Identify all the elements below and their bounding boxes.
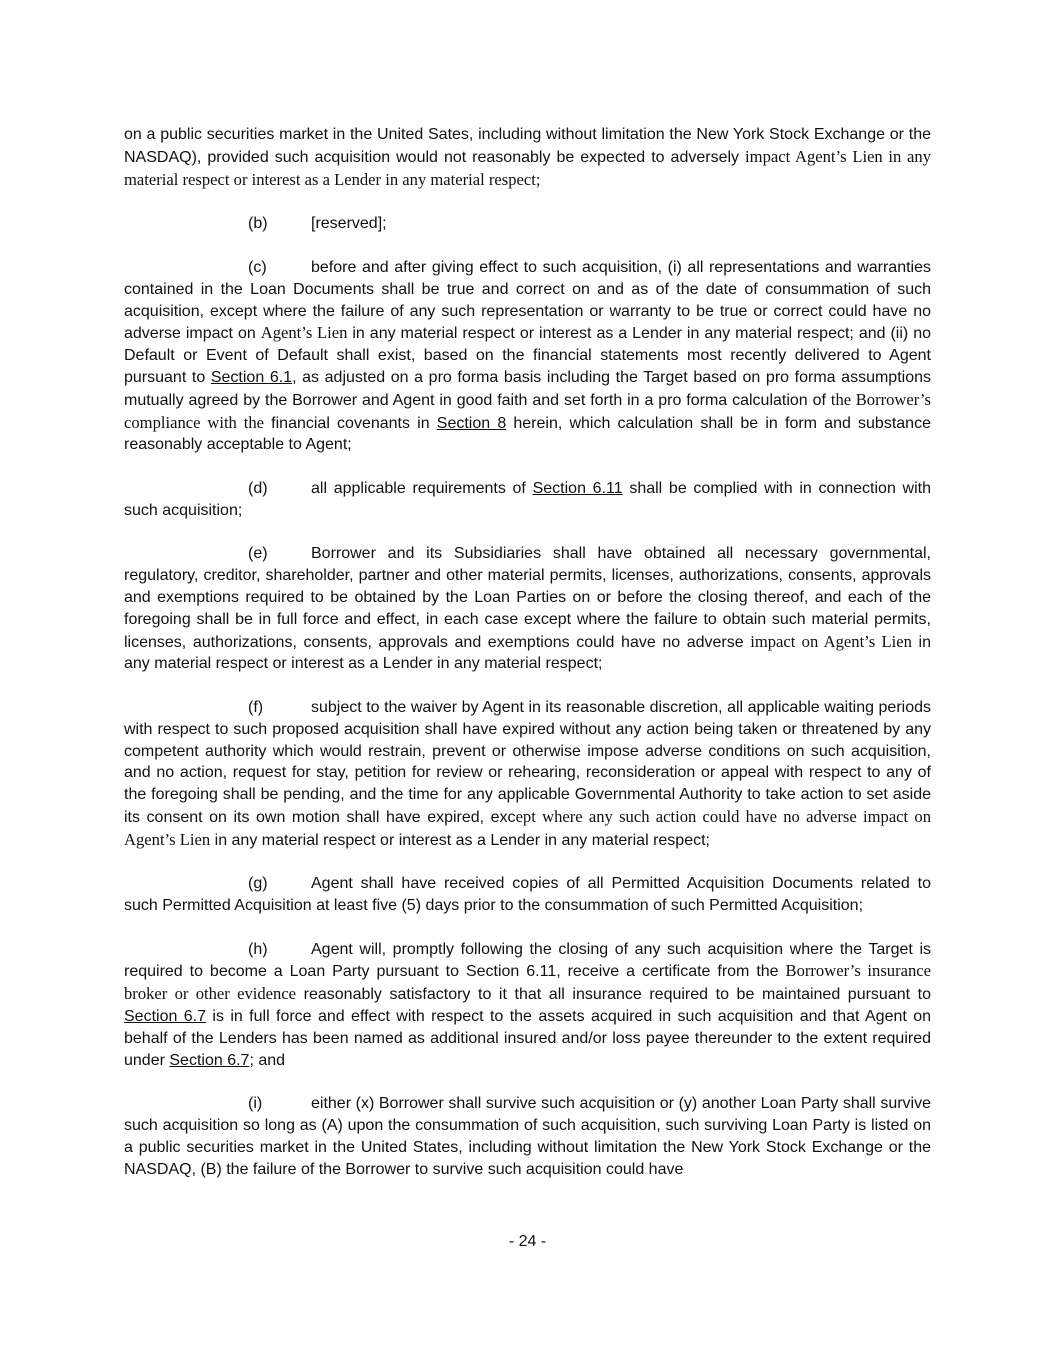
page-number: - 24 - xyxy=(508,1233,547,1250)
clause-label: (d) xyxy=(248,479,268,497)
text-run: financial covenants in xyxy=(264,414,437,432)
text-run: [reserved]; xyxy=(311,215,387,233)
paragraph-i xyxy=(124,1093,931,1180)
text-run: Agent’s Lien xyxy=(260,323,348,343)
clause-label: (e) xyxy=(248,545,268,563)
paragraph-f xyxy=(124,697,931,852)
clause-label: (h) xyxy=(248,940,268,958)
clause-label: (g) xyxy=(248,875,268,893)
section-reference: Section 6.1 xyxy=(210,368,293,386)
clause-label: (b) xyxy=(248,215,268,233)
text-run: all applicable requirements of xyxy=(311,479,533,497)
section-reference: Section 6.7 xyxy=(169,1051,250,1069)
text-run: Agent shall have received copies of all Permitted Acquisition Documents related to such Permitted Acquisition at least five (5) days prior to the consummation of such Permitted Acquisition; xyxy=(124,875,931,915)
text-run: impact on Agent’s Lien xyxy=(750,631,912,651)
text-run: impact Agent’s Lien in any material respect or interest as a Lender in any material respect; xyxy=(124,146,932,189)
text-run: either (x) Borrower shall survive such acquisition or (y) another Loan Party shall survive such acquisition so long as (A) upon the consummation of such acquisition, such surviving Loan Party is listed on a public securities market in the United States, including without limitation the New York Stock Exchange or the NASDAQ, (B) the failure of the Borrower to survive such acquisition could have xyxy=(124,1095,931,1178)
text-run: ; and xyxy=(249,1051,286,1069)
clause-label: (i) xyxy=(248,1095,263,1113)
text-run: in any material respect or interest as a Lender in any material respect; xyxy=(124,633,931,673)
text-run: is in full force and effect with respect to the assets acquired in such acquisition and that Agent on behalf of the Lenders has been named as additional insured and/or loss payee thereunder to the extent required under xyxy=(124,1008,931,1069)
text-run: ept where any such action could have no adverse impact on Agent’s Lien xyxy=(124,806,931,849)
paragraph-e xyxy=(124,543,931,675)
document-body xyxy=(124,124,931,1202)
paragraph-c xyxy=(124,257,931,456)
text-run: in any material respect or interest as a Lender in any material respect; and (ii) no Default or Event of Default shall exist, based on the financial statements most recently delivered to Agent pursuant to xyxy=(124,325,931,386)
text-run: herein, which calculation shall be in form and substance reasonably acceptable to Agent; xyxy=(124,414,931,454)
clause-label: (f) xyxy=(248,698,264,716)
text-run: shall be complied with in connection with such acquisition; xyxy=(124,479,932,519)
clause-label: (c) xyxy=(248,258,267,276)
text-run: before and after giving effect to such acquisition, (i) all representations and warranties contained in the Loan Documents shall be true and correct on and as of the date of consummation of such acquisition, except where the failure of any such representation or warranty to be true or correct could have no adverse impact on xyxy=(124,258,931,343)
paragraph-b xyxy=(124,213,931,235)
text-run: Agent will, promptly following the closing of any such acquisition where the Target is required to become a Loan Party pursuant to Section 6.11, receive a certificate from the xyxy=(124,940,931,981)
text-run: the Borrower’s compliance with the xyxy=(124,389,931,432)
text-run: subject to the waiver by Agent in its reasonable discretion, all applicable waiting periods with respect to such proposed acquisition shall have expired without any action being taken or threatened by any competent authority which would restrain, prevent or otherwise impose adverse conditions on such acquisition, and no action, request for stay, petition for review or rehearing, reconsideration or appeal with respect to any of the foregoing shall be pending, and the time for any applicable Governmental Authority to take action to set aside its consent on its own motion shall have expired, exc xyxy=(124,698,931,826)
text-run: on a public securities market in the United Sates, including without limitation the New York Stock Exchange or the NASDAQ), provided such acquisition would not reasonably be expected to adversely xyxy=(124,126,931,166)
section-reference: Section 8 xyxy=(436,414,507,432)
paragraph-d xyxy=(124,478,931,522)
section-reference: Section 6.7 xyxy=(124,1008,206,1026)
paragraph-g xyxy=(124,873,931,917)
text-run: Borrower’s insurance broker or other evidence xyxy=(124,961,932,1004)
text-run: Borrower and its Subsidiaries shall have obtained all necessary governmental, regulatory, creditor, shareholder, partner and other material permits, licenses, authorizations, consents, approvals and exemptions required to be obtained by the Loan Parties on or before the closing thereof, and each of the foregoing shall be in full force and effect, in each case except where the failure to obtain such material permits, licenses, authorizations, consents, approvals and exemptions could have no adverse xyxy=(124,545,931,651)
text-run: in any material respect or interest as a Lender in any material respect; xyxy=(210,831,710,849)
paragraph-intro xyxy=(124,124,931,191)
section-reference: Section 6.11 xyxy=(532,479,623,497)
paragraph-h xyxy=(124,939,931,1072)
text-run: , as adjusted on a pro forma basis including the Target based on pro forma assumptions mutually agreed by the Borrower and Agent in good faith and set forth in a pro forma calculation of xyxy=(124,368,932,409)
text-run: reasonably satisfactory to it that all insurance required to be maintained pursuant to xyxy=(296,986,931,1004)
